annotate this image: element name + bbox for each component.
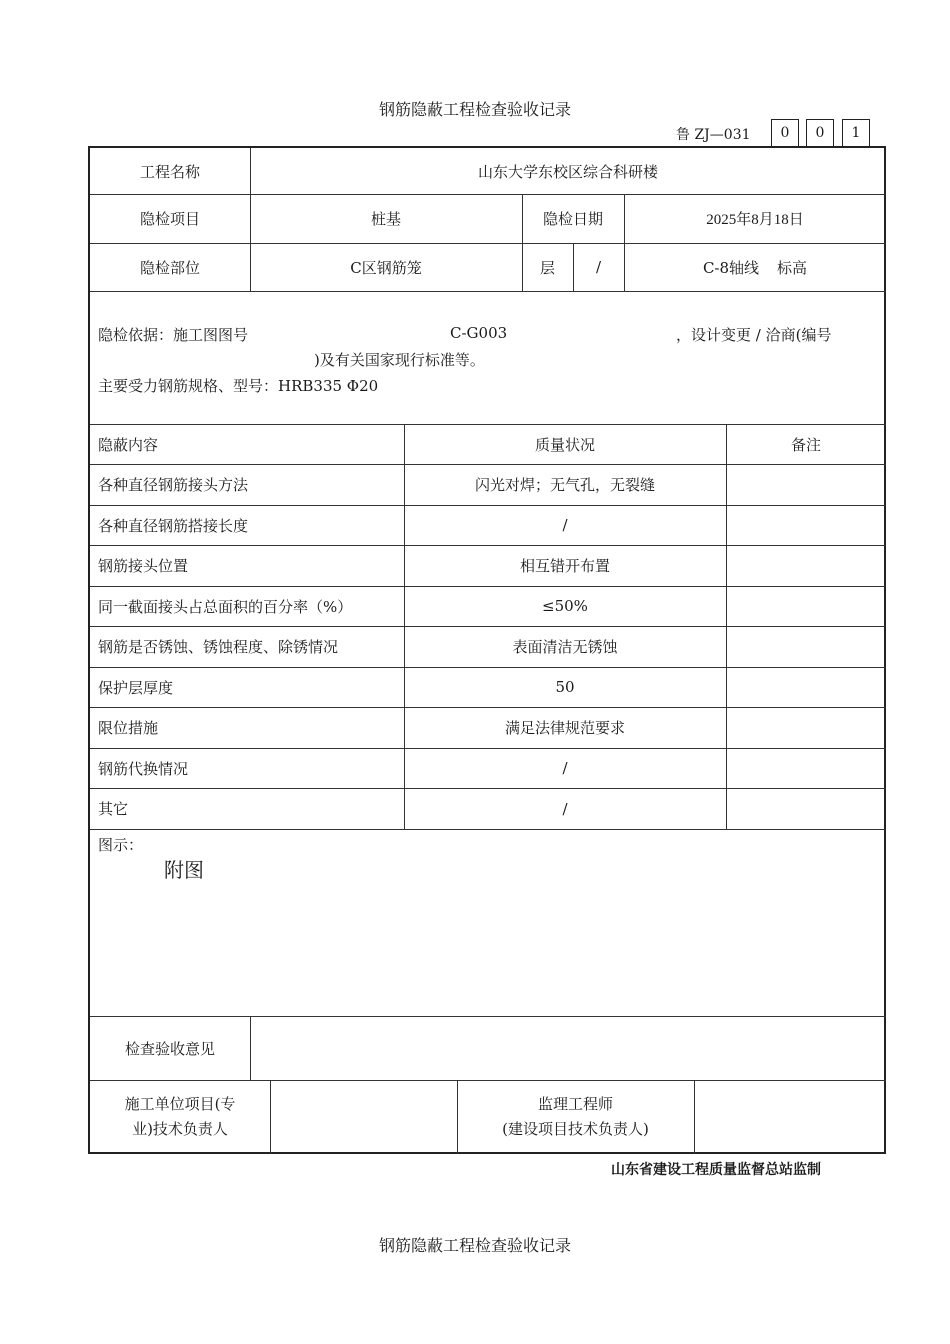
table-row-status: / <box>562 759 568 777</box>
code-digit-1: 0 <box>771 119 799 147</box>
project-name-value: 山东大学东校区综合科研楼 <box>477 162 658 181</box>
diagram-label: 图示： <box>98 836 144 854</box>
date-label: 隐检日期 <box>542 210 603 228</box>
table-row-status: 表面清洁无锈蚀 <box>512 638 618 656</box>
table-row-status: ≤50% <box>542 597 588 615</box>
table-row-status: / <box>562 799 568 818</box>
table-row-content: 保护层厚度 <box>98 678 174 697</box>
table-row-content: 钢筋接头位置 <box>98 557 189 575</box>
project-name-label: 工程名称 <box>139 162 200 181</box>
item-value: 桩基 <box>370 210 401 228</box>
table-row-content: 各种直径钢筋接头方法 <box>98 476 249 494</box>
part-value: C区钢筋笼 <box>350 258 422 277</box>
design-change-text: ，设计变更 / 洽商(编号 <box>676 326 832 344</box>
axis-elevation <box>624 243 886 291</box>
table-row-status: 满足法律规范要求 <box>504 719 625 737</box>
basis-prefix: 隐检依据：施工图图号 <box>98 326 249 344</box>
table-row-content: 同一截面接头占总面积的百分率（%） <box>98 597 353 616</box>
axis-value: C-8轴线 <box>702 258 760 277</box>
rebar-spec: 主要受力钢筋规格、型号：HRB335 Φ20 <box>98 377 379 395</box>
floor-value: / <box>595 258 602 276</box>
date-value: 2025年8月18日 <box>706 212 804 228</box>
basis-suffix: )及有关国家现行标准等。 <box>314 351 485 369</box>
part-label: 隐检部位 <box>139 258 200 277</box>
inspection-form <box>88 146 886 1154</box>
inspection-opinion-label: 检查验收意见 <box>124 1039 215 1058</box>
table-row-status: 50 <box>555 678 575 696</box>
contractor-signer-label <box>90 1080 270 1154</box>
header-status: 质量状况 <box>534 435 595 454</box>
table-row-status: / <box>562 516 568 534</box>
code-digit-3: 1 <box>842 119 870 147</box>
document-title: 钢筋隐蔽工程检查验收记录 <box>378 100 571 119</box>
table-row-content: 限位措施 <box>98 719 159 737</box>
form-code: 鲁 ZJ—031 <box>676 127 751 143</box>
contractor-label-line2: 业)技术负责人 <box>132 1120 228 1138</box>
table-row-status: 闪光对焊；无气孔，无裂缝 <box>474 476 655 494</box>
header-note: 备注 <box>790 435 821 454</box>
supervisor-label-line1: 监理工程师 <box>537 1095 613 1113</box>
contractor-label-line1: 施工单位项目(专 <box>124 1095 236 1113</box>
table-row-content: 钢筋代换情况 <box>98 759 189 778</box>
code-digit-2: 0 <box>806 119 834 147</box>
supervisor-signer-label <box>457 1080 694 1154</box>
elevation-label: 标高 <box>777 258 808 277</box>
attachment-text: 附图 <box>164 858 204 882</box>
table-row-content: 其它 <box>98 800 129 818</box>
header-content: 隐蔽内容 <box>98 435 159 454</box>
next-page-title: 钢筋隐蔽工程检查验收记录 <box>378 1236 571 1255</box>
supervisor-label-line2: (建设项目技术负责人) <box>502 1120 649 1138</box>
drawing-number: C-G003 <box>450 324 508 342</box>
item-label: 隐检项目 <box>139 210 200 228</box>
issuer-footer: 山东省建设工程质量监督总站监制 <box>611 1162 821 1178</box>
floor-label: 层 <box>539 258 555 277</box>
table-row-content: 各种直径钢筋搭接长度 <box>98 516 249 535</box>
table-row-content: 钢筋是否锈蚀、锈蚀程度、除锈情况 <box>98 638 339 656</box>
table-row-status: 相互错开布置 <box>519 557 610 575</box>
